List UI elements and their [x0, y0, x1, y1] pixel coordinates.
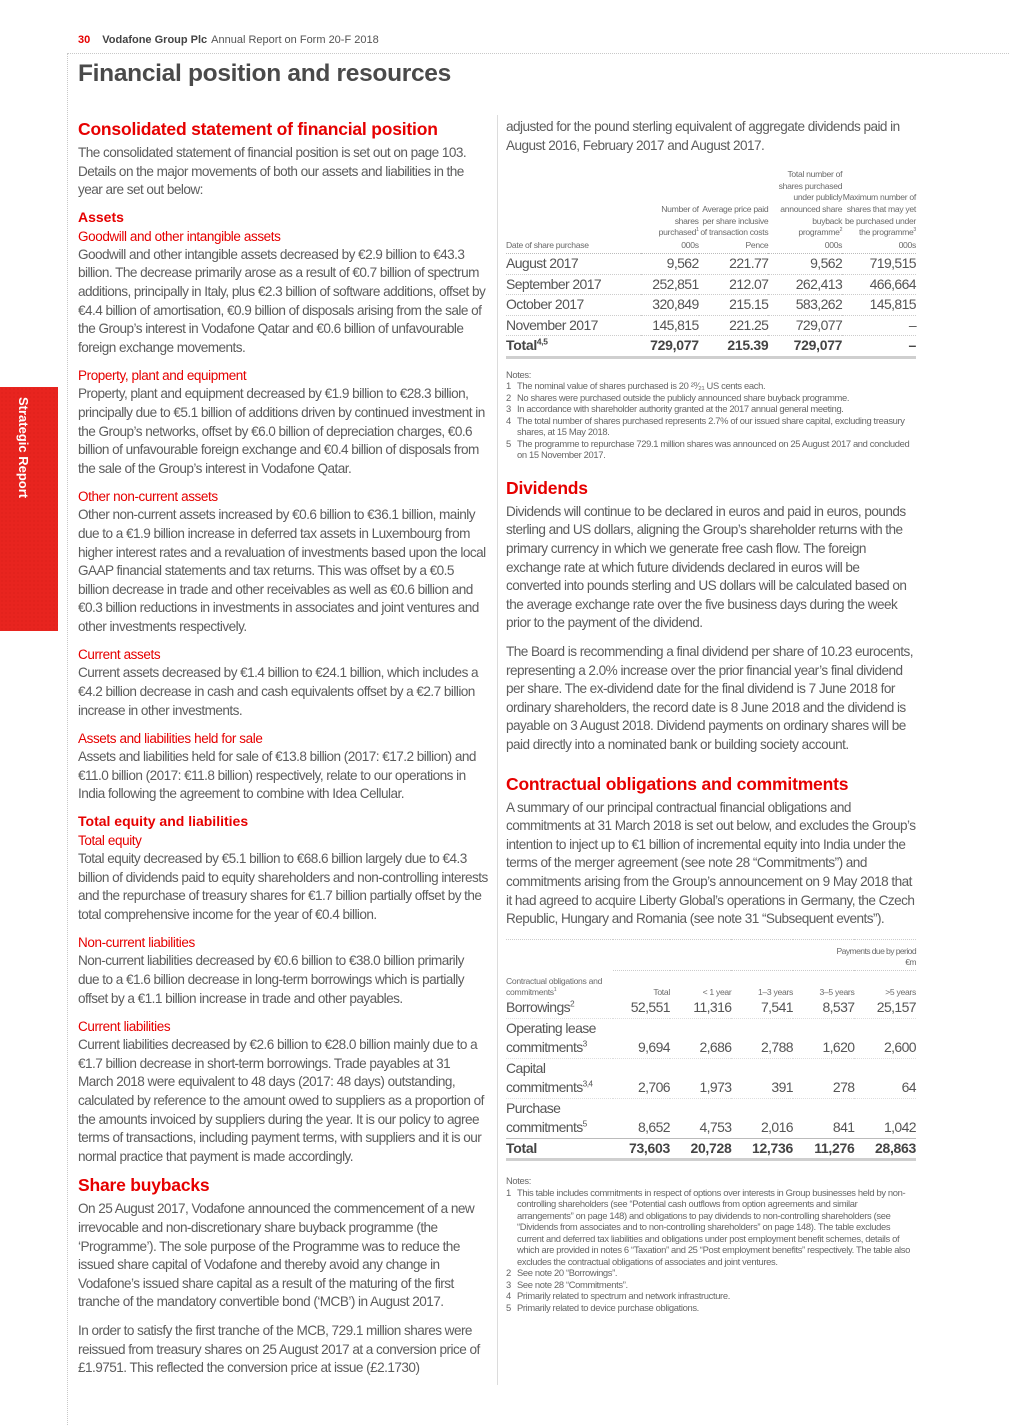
cell-value: 25,157 [854, 998, 916, 1018]
note-text: This table includes commitments in respect of options over interests in Group businesses held by non-controlling shareholders (see “Potential cash outflows from option agreements and similar arrangements” on page 148) and obligations to pay dividends to non-controlling shareholders (see “Dividends from associates and to non-controlling shareholders” on page 148). The table excludes current and deferred tax liabilities and obligations under post employment benefit schemes, details of which are provided in notes 6 “Taxation” and 25 “Post employment benefits” respectively. The table also excludes the contractual obligations of associates and joint ventures. [517, 1186, 910, 1267]
cell-value: 1,042 [854, 1098, 916, 1138]
cell-value: 2,686 [670, 1018, 732, 1058]
note-text: The programme to repurchase 729.1 million shares was announced on 25 August 2017 and concluded on 15 November 2017. [517, 437, 910, 461]
heading-assets: Assets [78, 208, 124, 225]
note-item [506, 380, 916, 392]
heading-share-buybacks: Share buybacks [78, 1175, 210, 1196]
note-number: 2 [506, 391, 511, 403]
cell-value: 841 [793, 1098, 855, 1138]
cell-value: 4,753 [670, 1098, 732, 1138]
share-buyback-table [506, 169, 916, 359]
table-row [506, 998, 916, 1018]
cell-value: 729,077 [641, 336, 698, 358]
row-label: Total [506, 1138, 613, 1160]
table-header-row [506, 970, 916, 998]
column-header: Number of shares purchased$^1$ [658, 203, 699, 238]
cell-value: 9,562 [768, 254, 842, 275]
cell-value: 9,562 [641, 254, 698, 275]
subheading-total-equity: Total equity [78, 833, 142, 849]
cell-value: 2,600 [854, 1018, 916, 1058]
paragraph-dividends-2: The Board is recommending a final dividend per share of 10.23 eurocents, representing a 2.0% increase over the prior financial year’s final dividend per share. The ex-dividend date for the final dividend is 7 June 2018 for ordinary shareholders, the record date is 8 June 2018 and the dividend is payable on 3 August 2018. Dividend payments on ordinary shares will be paid directly into a nominated bank or building society account. [506, 644, 913, 752]
column-header: Average price paid per share inclusive of transaction costs [700, 203, 769, 238]
right-column [506, 118, 916, 1313]
note-item [506, 1302, 916, 1314]
note-number: 4 [506, 1290, 511, 1302]
note-item [506, 1279, 916, 1291]
row-label: October 2017 [506, 295, 641, 316]
note-text: See note 28 “Commitments”. [517, 1278, 628, 1290]
note-number: 4 [506, 414, 511, 426]
company-name: Vodafone Group Plc [102, 34, 208, 46]
subheading-current-liabilities: Current liabilities [78, 1019, 171, 1035]
subheading-non-current-liabilities: Non-current liabilities [78, 935, 195, 951]
page-number: 30 [78, 34, 91, 46]
cell-value: 12,736 [731, 1138, 793, 1160]
column-header-obligations: Contractual obligations and commitments$^1$ [506, 976, 603, 998]
subheading-held-for-sale: Assets and liabilities held for sale [78, 731, 263, 747]
paragraph-current-liabilities: Current liabilities decreased by €2.6 billion to €28.0 billion mainly due to a €1.7 billion decrease in short-term borrowings. Trade payables at 31 March 2018 were equivalent to 48 days (2017: 48 days) outstanding, calculated by reference to the amount owed to suppliers as a proportion of the amounts invoiced by suppliers during the year. It is our policy to agree terms of transactions, including payment terms, with suppliers and it is our normal practice that payment is made accordingly. [78, 1037, 484, 1164]
note-item [506, 392, 916, 404]
cell-value: 1,620 [793, 1018, 855, 1058]
note-text: In accordance with shareholder authority granted at the 2017 annual general meeting. [517, 403, 844, 415]
cell-value: 64 [854, 1058, 916, 1098]
cell-value: 52,551 [613, 998, 670, 1018]
note-text: Primarily related to device purchase obligations. [517, 1301, 699, 1313]
cell-value: 729,077 [768, 336, 842, 358]
cell-value: 583,262 [768, 295, 842, 316]
cell-value: 729,077 [768, 315, 842, 336]
heading-total-equity-liabilities: Total equity and liabilities [78, 813, 249, 830]
note-number: 1 [506, 1186, 511, 1198]
note-item [506, 1267, 916, 1279]
column-header: 1–3 years [757, 987, 793, 998]
note-number: 5 [506, 1301, 511, 1313]
table-row [506, 1018, 916, 1058]
notes-title: Notes: [506, 1175, 531, 1187]
cell-value: 1,973 [670, 1058, 732, 1098]
cell-value: 262,413 [768, 274, 842, 295]
cell-value: 221.77 [699, 254, 769, 275]
paragraph-buyback-2: In order to satisfy the first tranche of the MCB, 729.1 million shares were reissued from treasury shares on 25 August 2017 at a conversion price of £1.9751. This reflected the conversion price at issue (£2.1730) [78, 1322, 480, 1376]
column-header: < 1 year [702, 987, 732, 998]
section-tab-label: Strategic Report [16, 397, 31, 499]
cell-value: 20,728 [670, 1138, 732, 1160]
cell-value: 278 [793, 1058, 855, 1098]
paragraph-total-equity: Total equity decreased by €5.1 billion to €68.6 billion largely due to €4.3 billion of dividends paid to equity shareholders and non-controlling interests and the repurchase of treasury shares for €1.7 billion partially offset by the total comprehensive income for the year of €0.4 billion. [78, 851, 488, 922]
subheading-ppe: Property, plant and equipment [78, 368, 247, 384]
cell-value: 212.07 [699, 274, 769, 295]
cell-value: 252,851 [641, 274, 698, 295]
note-text: Primarily related to spectrum and network infrastructure. [517, 1290, 730, 1302]
column-header: >5 years [885, 987, 916, 998]
table-row [506, 274, 916, 295]
row-label: August 2017 [506, 254, 641, 275]
cell-value: 73,603 [613, 1138, 670, 1160]
table-row [506, 254, 916, 275]
cell-value: 320,849 [641, 295, 698, 316]
cell-value: 391 [731, 1058, 793, 1098]
cell-value: 145,815 [641, 315, 698, 336]
column-header-date: Date of share purchase [506, 239, 641, 254]
note-number: 5 [506, 437, 511, 449]
note-text: No shares were purchased outside the publicly announced share buyback programme. [517, 391, 850, 403]
table-total-row [506, 336, 916, 358]
cell-value: 9,694 [613, 1018, 670, 1058]
row-label: Purchase commitments$^5$ [506, 1098, 613, 1138]
row-label: Capital commitments$^{3,4}$ [506, 1058, 613, 1098]
table-units-row [506, 239, 916, 254]
heading-contractual-obligations: Contractual obligations and commitments [506, 773, 849, 794]
section-tab-strategic-report[interactable] [0, 387, 58, 631]
cell-value: 2,706 [613, 1058, 670, 1098]
note-number: 3 [506, 403, 511, 415]
cell-value: 215.15 [699, 295, 769, 316]
cell-value: – [842, 315, 916, 336]
paragraph-ppe: Property, plant and equipment decreased by €1.9 billion to €28.3 billion, principally due to €5.1 billion of additions driven by continued investment in the Group’s networks, offset by €6.0 billion of depreciation charges, €0.6 billion of unfavourable foreign exchange and €0.4 billion of disposals from the sale of the Group’s interest in Vodafone Qatar. [78, 386, 485, 476]
note-text: The nominal value of shares purchased is 20 ²⁰⁄₂₁ US cents each. [517, 380, 766, 392]
cell-value: 7,541 [731, 998, 793, 1018]
cell-value: 145,815 [842, 295, 916, 316]
note-text: The total number of shares purchased represents 2.7% of our issued share capital, excluding treasury shares, at 15 May 2018. [517, 414, 905, 438]
unit-label: 000s [842, 239, 916, 254]
heading-dividends: Dividends [506, 477, 588, 498]
table-row [506, 295, 916, 316]
table-row [506, 315, 916, 336]
cell-value: 11,316 [670, 998, 732, 1018]
report-name: Annual Report on Form 20-F 2018 [211, 34, 379, 46]
period-header: Payments due by period €m [613, 939, 916, 970]
paragraph-buyback-1: On 25 August 2017, Vodafone announced the commencement of a new irrevocable and non-discretionary share buyback programme (the ‘Programme’). The sole purpose of the Programme was to reduce the issued share capital of Vodafone and thereby avoid any change in Vodafone’s issued share capital as a result of the maturing of the first tranche of the mandatory convertible bond (‘MCB’) in August 2017. [78, 1201, 475, 1310]
page-title: Financial position and resources [78, 60, 451, 87]
note-item [506, 438, 916, 461]
running-header [78, 34, 379, 46]
note-number: 3 [506, 1278, 511, 1290]
row-label: Operating lease commitments$^3$ [506, 1018, 613, 1058]
cell-value: 221.25 [699, 315, 769, 336]
cell-value: 11,276 [793, 1138, 855, 1160]
cell-value: – [842, 336, 916, 358]
unit-label: 000s [768, 239, 842, 254]
column-header: Total number of shares purchased under publicly announced share buyback programme$^2$ [778, 169, 843, 238]
row-label: November 2017 [506, 315, 641, 336]
cell-value: 719,515 [842, 254, 916, 275]
note-item [506, 1187, 916, 1268]
buyback-notes [506, 369, 916, 461]
unit-label: 000s [641, 239, 698, 254]
cell-value: 2,788 [731, 1018, 793, 1058]
cell-value: 28,863 [854, 1138, 916, 1160]
note-item [506, 403, 916, 415]
paragraph-contractual: A summary of our principal contractual financial obligations and commitments at 31 March 2018 is set out below, and excludes the Group’s intention to inject up to €1 billion of incremental equity into India under the terms of the merger agreement (see note 28 “Commitments”) and commitments arising from the Group’s announcement on 9 May 2018 that it had agreed to acquire Liberty Global’s operations in Germany, the Czech Republic, Hungary and Romania (see note 31 “Subsequent events”). [506, 799, 916, 927]
row-label: Total$^{4,5}$ [506, 336, 641, 358]
subheading-goodwill: Goodwill and other intangible assets [78, 228, 281, 244]
paragraph-held-for-sale: Assets and liabilities held for sale of €13.8 billion (2017: €17.2 billion) and €11.0 billion (2017: €11.8 billion) respectively, relate to our operations in India following the agreement to combine with Idea Cellular. [78, 749, 476, 802]
table-header-row [506, 169, 916, 239]
table-row [506, 1098, 916, 1138]
cell-value: 8,537 [793, 998, 855, 1018]
paragraph-other-non-current-assets: Other non-current assets increased by €0.6 billion to €36.1 billion, mainly due to a €1.9 billion increase in deferred tax assets in Luxembourg from higher interest rates and a revaluation of investments based upon the local GAAP financial statements and tax returns. This was offset by a €0.5 billion decrease in trade and other receivables as well as €0.6 billion and €0.3 billion reductions in investments in associates and joint ventures and other investments respectively. [78, 507, 486, 634]
subheading-current-assets: Current assets [78, 647, 161, 663]
note-number: 1 [506, 380, 511, 392]
period-header-row [506, 939, 916, 970]
heading-consolidated-statement: Consolidated statement of financial position [78, 119, 438, 139]
cell-value: 215.39 [699, 336, 769, 358]
column-divider [497, 115, 498, 1385]
note-number: 2 [506, 1267, 511, 1279]
cell-value: 2,016 [731, 1098, 793, 1138]
row-label: September 2017 [506, 274, 641, 295]
note-text: See note 20 “Borrowings”. [517, 1267, 618, 1279]
column-header: Total [653, 987, 670, 998]
left-column [78, 118, 488, 1378]
cell-value: 8,652 [613, 1098, 670, 1138]
subheading-other-non-current-assets: Other non-current assets [78, 489, 218, 505]
row-label: Borrowings$^2$ [506, 998, 613, 1018]
column-header: 3–5 years [819, 987, 855, 998]
paragraph-goodwill: Goodwill and other intangible assets decreased by €2.9 billion to €43.3 billion. The decrease primarily arose as a result of €0.7 billion of spectrum additions, principally in Italy, plus €2.3 billion of software additions, offset by €4.4 billion of amortisation, €0.9 billion of disposals arising from the sale of the Group’s interest in Vodafone Qatar and €0.6 billion of unfavourable foreign exchange movements. [78, 246, 486, 355]
unit-label: Pence [699, 239, 769, 254]
commitments-notes [506, 1175, 916, 1313]
note-item [506, 415, 916, 438]
note-item [506, 1290, 916, 1302]
paragraph-continued: adjusted for the pound sterling equivalent of aggregate dividends paid in August 2016, February 2017 and August 2017. [506, 119, 900, 153]
commitments-table [506, 939, 916, 1162]
paragraph-dividends-1: Dividends will continue to be declared in euros and paid in euros, pounds sterling and US dollars, aligning the Group’s shareholder returns with the primary currency in which we generate free cash flow. The foreign exchange rate at which future dividends declared in euros will be converted into pounds sterling and US dollars will be calculated based on the average exchange rate over the five business days during the week prior to the payment of the dividend. [506, 503, 907, 631]
paragraph-intro: The consolidated statement of financial position is set out on page 103. Details on the major movements of both our assets and liabilities in the year are set out below: [78, 145, 467, 198]
notes-title: Notes: [506, 368, 531, 380]
paragraph-current-assets: Current assets decreased by €1.4 billion to €24.1 billion, which includes a €4.2 billion decrease in cash and cash equivalents offset by a €2.7 billion increase in other investments. [78, 665, 479, 718]
cell-value: 466,664 [842, 274, 916, 295]
paragraph-non-current-liabilities: Non-current liabilities decreased by €0.6 billion to €38.0 billion primarily due to a €1.6 billion decrease in long-term borrowings which is partially offset by a €1.1 billion increase in trade and other payables. [78, 953, 465, 1006]
column-header: Maximum number of shares that may yet be purchased under the programme$^3$ [842, 192, 916, 238]
table-total-row [506, 1138, 916, 1160]
table-row [506, 1058, 916, 1098]
